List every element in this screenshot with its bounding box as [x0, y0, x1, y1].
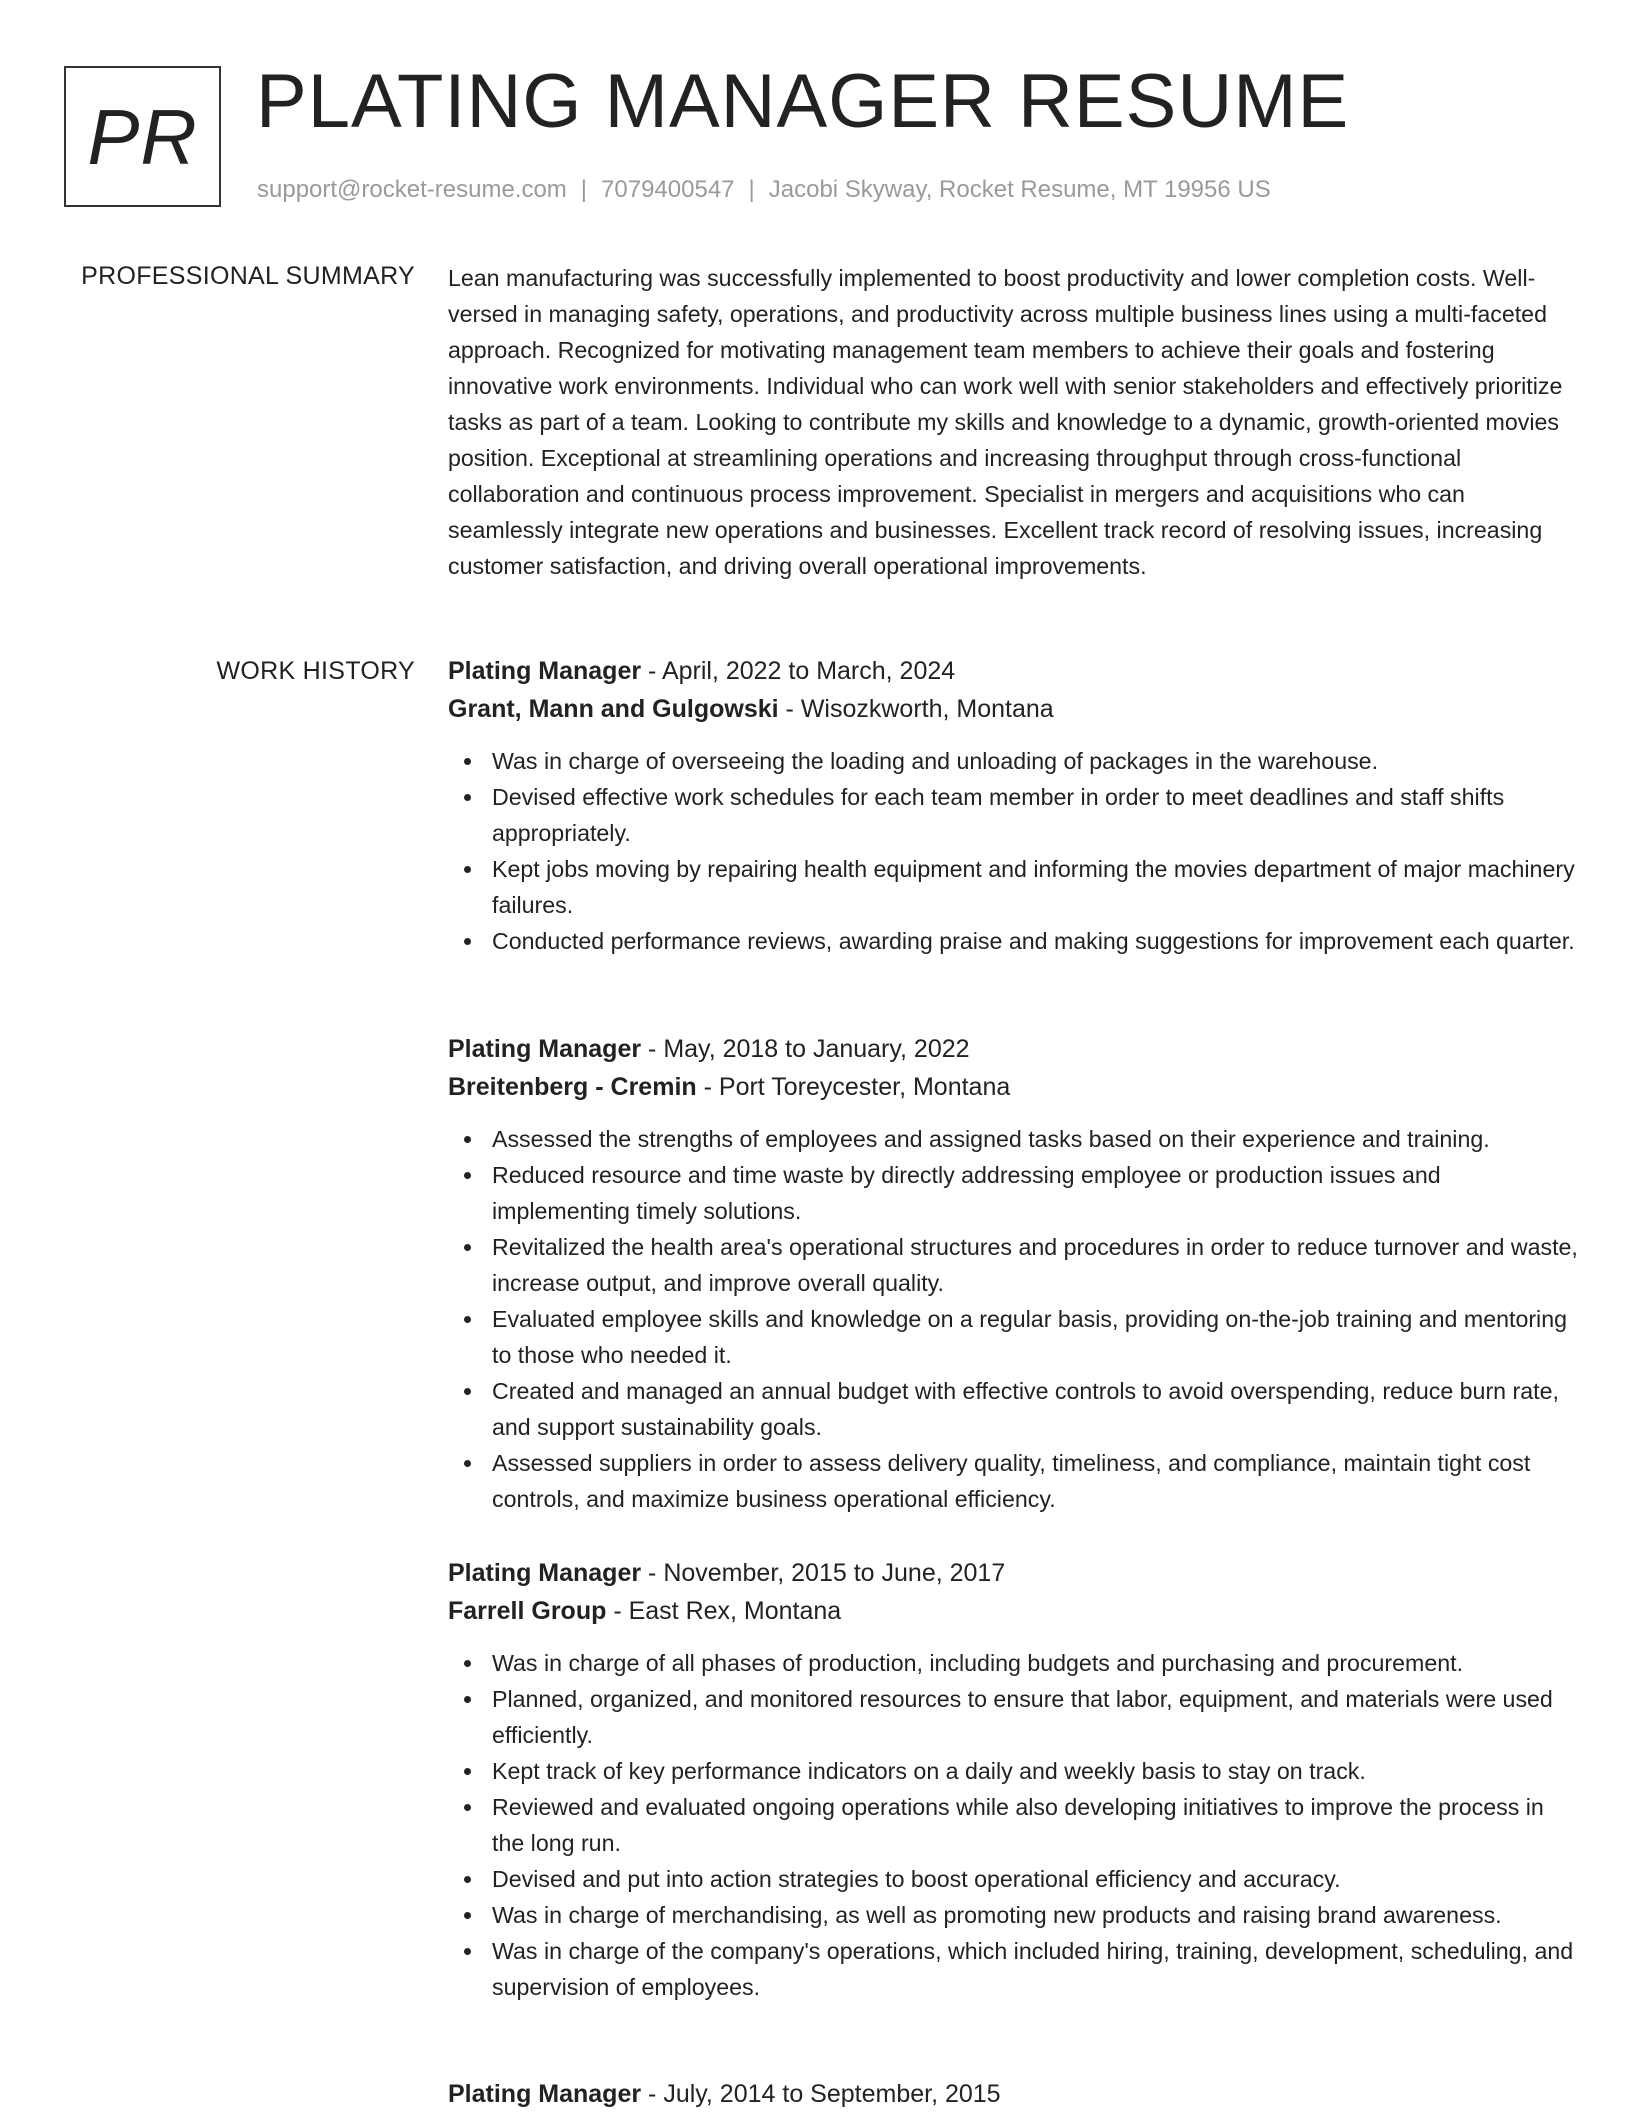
job-title-line [448, 1031, 1578, 1067]
job-entry [448, 653, 1578, 959]
contact-email[interactable]: support@rocket-resume.com [257, 176, 567, 203]
job-bullet: Was in charge of the company's operations, which included hiring, training, development, scheduling, and supervision of employees. [448, 1933, 1578, 2005]
job-company: Grant, Mann and Gulgowski [448, 695, 779, 723]
job-location: - East Rex, Montana [613, 1597, 842, 1625]
job-company: Breitenberg - Cremin [448, 1073, 697, 1101]
job-bullet: Devised effective work schedules for each team member in order to meet deadlines and staff shifts appropriately. [448, 779, 1578, 851]
job-company-line [448, 1593, 1578, 1629]
job-dates: - July, 2014 to September, 2015 [648, 2080, 1001, 2108]
monogram-badge: PR [64, 66, 221, 207]
contact-line [257, 174, 1271, 206]
job-location: - Port Toreycester, Montana [703, 1073, 1011, 1101]
job-bullet-list [448, 743, 1578, 959]
job-bullet: Reduced resource and time waste by directly addressing employee or production issues and implementing timely solutions. [448, 1157, 1578, 1229]
job-title: Plating Manager [448, 1559, 642, 1587]
job-bullet: Was in charge of merchandising, as well as promoting new products and raising brand awareness. [448, 1897, 1578, 1933]
job-entry [448, 1031, 1578, 1517]
job-title-line [448, 653, 1578, 689]
job-bullet-list [448, 1645, 1578, 2005]
job-entry [448, 2076, 1578, 2112]
section-label-summary: PROFESSIONAL SUMMARY [81, 262, 415, 290]
job-bullet: Was in charge of overseeing the loading and unloading of packages in the warehouse. [448, 743, 1578, 779]
job-bullet: Assessed suppliers in order to assess delivery quality, timeliness, and compliance, maintain tight cost controls, and maximize business operational efficiency. [448, 1445, 1578, 1517]
job-bullet: Conducted performance reviews, awarding praise and making suggestions for improvement each quarter. [448, 923, 1578, 959]
job-entry [448, 1555, 1578, 2005]
summary-paragraph: Lean manufacturing was successfully implemented to boost productivity and lower completion costs. Well-versed in managing safety, operations, and productivity across multiple business lines using a multi-faceted approach. Recognized for motivating management team members to achieve their goals and fostering innovative work environments. Individual who can work well with senior stakeholders and effectively prioritize tasks as part of a team. Looking to contribute my skills and knowledge to a dynamic, growth-oriented movies position. Exceptional at streamlining operations and increasing throughput through cross-functional collaboration and continuous process improvement. Specialist in mergers and acquisitions who can seamlessly integrate new operations and businesses. Excellent track record of resolving issues, increasing customer satisfaction, and driving overall operational improvements. [448, 265, 1563, 579]
contact-separator: | [748, 176, 755, 203]
job-title: Plating Manager [448, 1035, 642, 1063]
job-bullet: Reviewed and evaluated ongoing operations while also developing initiatives to improve the process in the long run. [448, 1789, 1578, 1861]
job-bullet: Planned, organized, and monitored resources to ensure that labor, equipment, and materials were used efficiently. [448, 1681, 1578, 1753]
job-company: Farrell Group [448, 1597, 607, 1625]
section-label-work-history: WORK HISTORY [216, 657, 415, 685]
job-bullet: Devised and put into action strategies to boost operational efficiency and accuracy. [448, 1861, 1578, 1897]
job-title-line [448, 1555, 1578, 1591]
job-title: Plating Manager [448, 657, 642, 685]
contact-separator: | [580, 176, 588, 203]
job-title: Plating Manager [448, 2080, 642, 2108]
contact-address: Jacobi Skyway, Rocket Resume, MT 19956 US [768, 176, 1271, 203]
job-bullet: Was in charge of all phases of production, including budgets and purchasing and procurement. [448, 1645, 1578, 1681]
job-title-line [448, 2076, 1578, 2112]
job-bullet: Revitalized the health area's operational structures and procedures in order to reduce turnover and waste, increase output, and improve overall quality. [448, 1229, 1578, 1301]
contact-phone[interactable]: 7079400547 [601, 176, 735, 203]
job-bullet-list [448, 1121, 1578, 1517]
job-bullet: Created and managed an annual budget with effective controls to avoid overspending, reduce burn rate, and support sustainability goals. [448, 1373, 1578, 1445]
job-bullet: Kept jobs moving by repairing health equipment and informing the movies department of major machinery failures. [448, 851, 1578, 923]
resume-title: PLATING MANAGER RESUME [256, 59, 1350, 144]
job-bullet: Evaluated employee skills and knowledge on a regular basis, providing on-the-job training and mentoring to those who needed it. [448, 1301, 1578, 1373]
job-bullet: Kept track of key performance indicators on a daily and weekly basis to stay on track. [448, 1753, 1578, 1789]
job-bullet: Assessed the strengths of employees and assigned tasks based on their experience and training. [448, 1121, 1578, 1157]
job-dates: - April, 2022 to March, 2024 [648, 657, 956, 685]
job-company-line [448, 1069, 1578, 1105]
job-company-line [448, 691, 1578, 727]
job-location: - Wisozkworth, Montana [785, 695, 1054, 723]
job-dates: - May, 2018 to January, 2022 [648, 1035, 970, 1063]
job-dates: - November, 2015 to June, 2017 [648, 1559, 1006, 1587]
